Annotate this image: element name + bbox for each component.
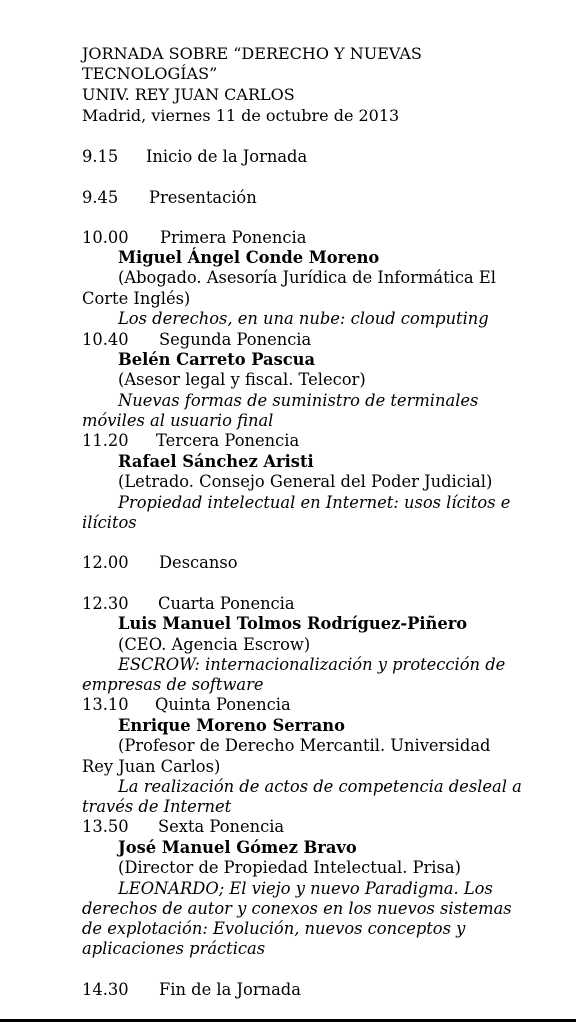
schedule-item-inicio (82, 147, 307, 167)
talk-title: Los derechos, en una nube: cloud computing (118, 309, 489, 328)
time: 12.30 (82, 594, 129, 613)
speaker-role: (Abogado. Asesoría Jurídica de Informática El (118, 268, 496, 287)
talk-title: Propiedad intelectual en Internet: usos lícitos e (118, 493, 511, 512)
time: 12.00 (82, 553, 129, 572)
time: 9.45 (82, 188, 119, 207)
talk-title-cont: ilícitos (82, 513, 137, 532)
item-label: Sexta Ponencia (158, 817, 285, 836)
item-label: Tercera Ponencia (156, 431, 300, 450)
schedule-item-p5 (82, 695, 291, 715)
time: 10.00 (82, 228, 129, 247)
speaker-name: José Manuel Gómez Bravo (118, 838, 357, 857)
speaker-role-cont: Corte Inglés) (82, 289, 191, 308)
event-title-line1: JORNADA SOBRE “DERECHO Y NUEVAS (82, 44, 422, 63)
talk-title-cont: través de Internet (82, 797, 232, 816)
talk-title: La realización de actos de competencia desleal a (118, 777, 522, 796)
talk-title-cont: móviles al usuario final (82, 411, 274, 430)
event-title-line2: TECNOLOGÍAS” (82, 64, 218, 83)
speaker-role-cont: Rey Juan Carlos) (82, 757, 221, 776)
schedule-item-presentacion (82, 188, 257, 208)
speaker-name: Luis Manuel Tolmos Rodríguez-Piñero (118, 614, 468, 633)
schedule-item-p1 (82, 228, 306, 248)
bottom-rule (0, 1019, 576, 1022)
schedule-item-p2 (82, 330, 311, 350)
item-label: Descanso (159, 553, 238, 572)
item-label: Primera Ponencia (160, 228, 307, 247)
event-date: Madrid, viernes 11 de octubre de 2013 (82, 106, 400, 125)
schedule-item-p3 (82, 431, 299, 451)
time: 14.30 (82, 980, 129, 999)
schedule-item-descanso (82, 553, 238, 573)
speaker-name: Belén Carreto Pascua (118, 350, 316, 369)
speaker-role: (Profesor de Derecho Mercantil. Universidad (118, 736, 491, 755)
speaker-name: Rafael Sánchez Aristi (118, 452, 314, 471)
event-university: UNIV. REY JUAN CARLOS (82, 85, 295, 104)
speaker-name: Enrique Moreno Serrano (118, 716, 345, 735)
speaker-name: Miguel Ángel Conde Moreno (118, 248, 380, 267)
talk-title-cont: empresas de software (82, 675, 264, 694)
talk-title-cont: de explotación: Evolución, nuevos conceptos y (82, 919, 466, 938)
speaker-role: (Director de Propiedad Intelectual. Prisa) (118, 858, 461, 877)
item-label: Quinta Ponencia (155, 695, 291, 714)
item-label: Segunda Ponencia (159, 330, 312, 349)
time: 13.50 (82, 817, 129, 836)
schedule-item-p6 (82, 817, 284, 837)
time: 9.15 (82, 147, 119, 166)
item-label: Inicio de la Jornada (146, 147, 308, 166)
time: 11.20 (82, 431, 129, 450)
item-label: Cuarta Ponencia (158, 594, 295, 613)
talk-title: ESCROW: internacionalización y protección de (118, 655, 506, 674)
item-label: Fin de la Jornada (159, 980, 301, 999)
talk-title-cont: derechos de autor y conexos en los nuevos sistemas (82, 899, 512, 918)
schedule-item-p4 (82, 594, 295, 614)
speaker-role: (Letrado. Consejo General del Poder Judicial) (118, 472, 493, 491)
time: 13.10 (82, 695, 129, 714)
speaker-role: (CEO. Agencia Escrow) (118, 635, 311, 654)
talk-title: LEONARDO; El viejo y nuevo Paradigma. Los (118, 879, 493, 898)
talk-title: Nuevas formas de suministro de terminales (118, 391, 479, 410)
talk-title-cont: aplicaciones prácticas (82, 939, 266, 958)
item-label: Presentación (149, 188, 257, 207)
schedule-item-fin (82, 980, 301, 1000)
time: 10.40 (82, 330, 129, 349)
speaker-role: (Asesor legal y fiscal. Telecor) (118, 370, 366, 389)
